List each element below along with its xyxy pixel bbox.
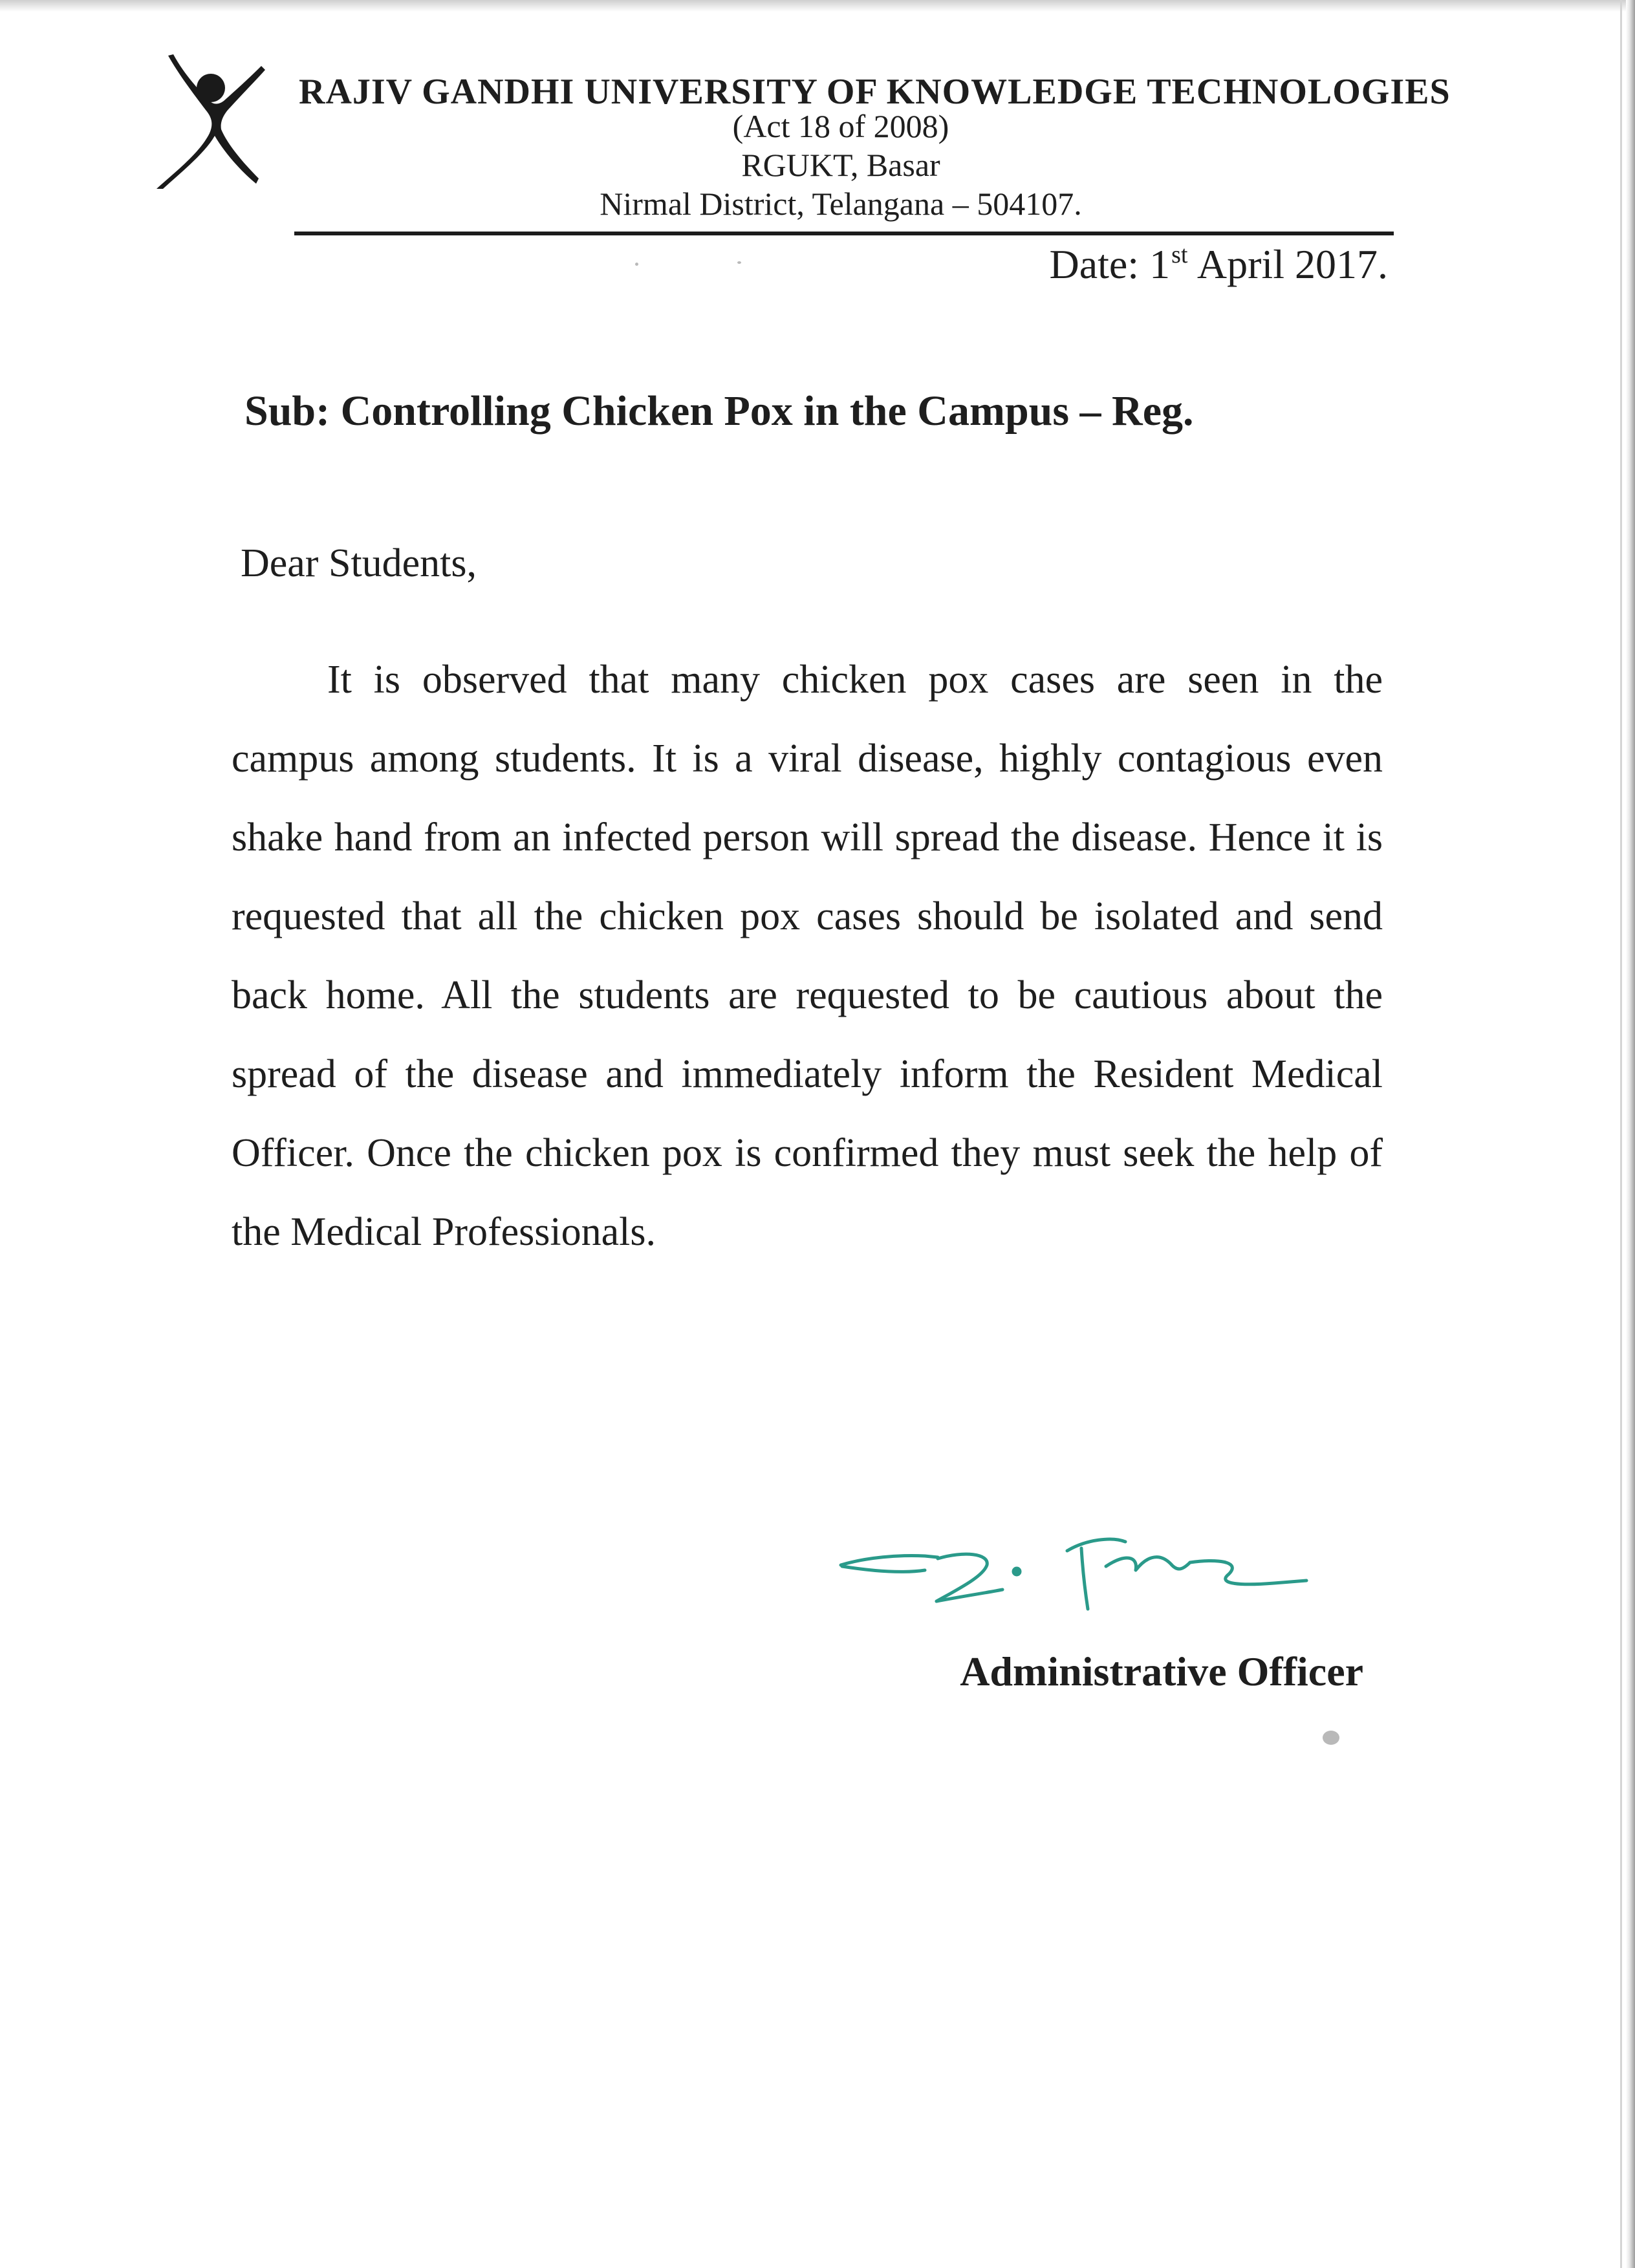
campus-name: RGUKT, Basar	[741, 147, 940, 183]
scan-speck	[737, 261, 741, 264]
scan-edge-right	[1626, 0, 1635, 2268]
header-divider	[294, 232, 1394, 235]
subject-line: Sub: Controlling Chicken Pox in the Campus – Reg.	[244, 387, 1194, 435]
date-prefix: Date: 1	[1049, 241, 1171, 287]
act-reference: (Act 18 of 2008)	[732, 108, 949, 144]
scan-speck	[635, 263, 638, 266]
body-paragraph: It is observed that many chicken pox cases are seen in the campus among students. It is a viral disease, highly contagious even shake hand from an infected person will spread the disease. Hence it is requested that all the chicken pox cases should be isolated and send back home. All the students are requested to be cautious about the spread of the disease and immediately inform the Resident Medical Officer. Once the chicken pox is confirmed they must seek the help of the Medical Professionals.	[232, 658, 1383, 1254]
letter-date	[1049, 241, 1388, 288]
scan-edge-right-line	[1620, 0, 1622, 2268]
institution-address: Nirmal District, Telangana – 504107.	[600, 186, 1082, 222]
date-ordinal: st	[1171, 241, 1188, 268]
handwritten-signature-icon	[828, 1525, 1371, 1622]
scan-speck	[1323, 1731, 1339, 1745]
scan-edge-top	[0, 0, 1635, 12]
date-rest: April 2017.	[1189, 241, 1388, 287]
salutation: Dear Students,	[241, 541, 477, 585]
signatory-designation: Administrative Officer	[960, 1648, 1363, 1694]
institution-name: RAJIV GANDHI UNIVERSITY OF KNOWLEDGE TECHNOLOGIES	[299, 72, 1451, 112]
